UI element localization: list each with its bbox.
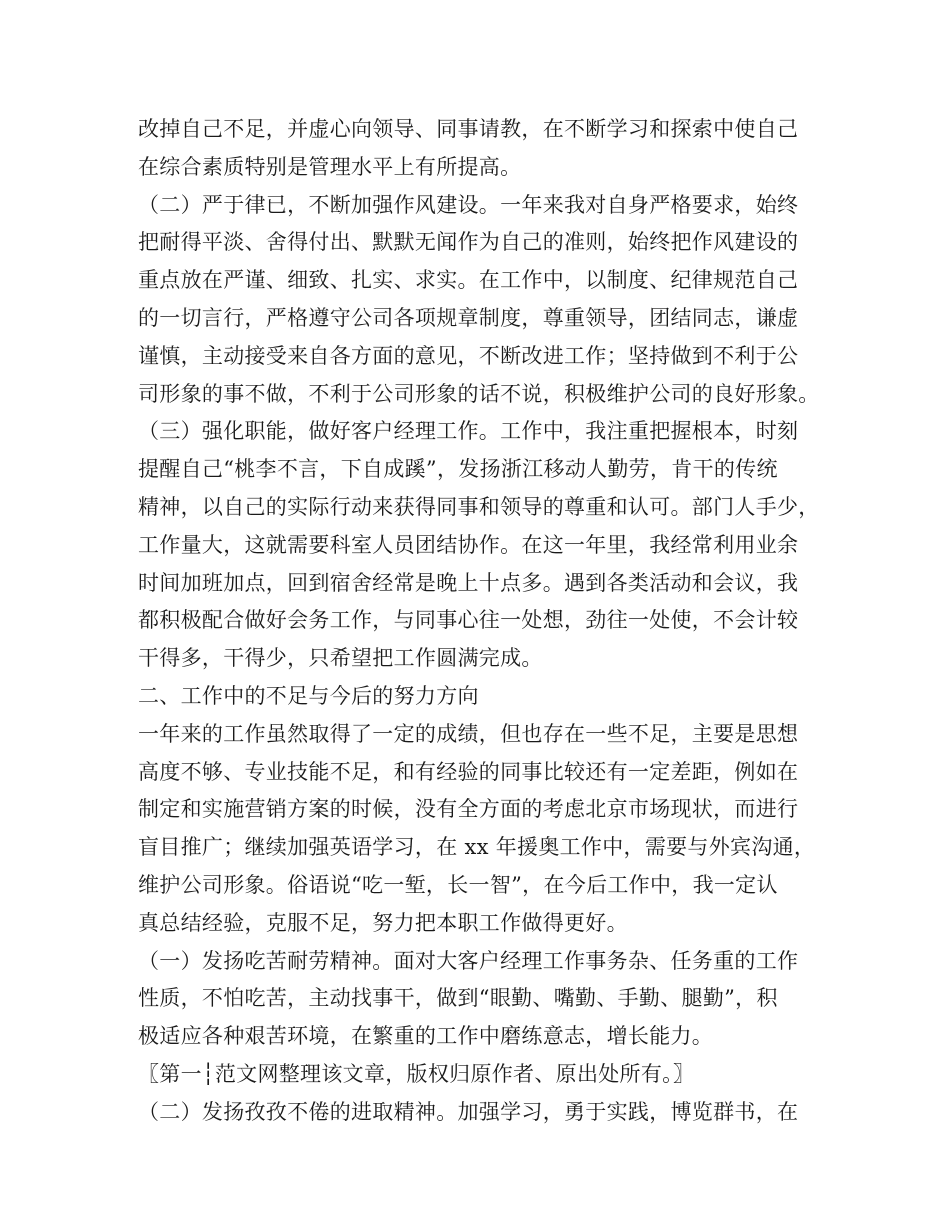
text-line: 维护公司形象。俗语说“吃一堑，长一智”，在今后工作中，我一定认	[138, 872, 778, 897]
text-line: 干得多，干得少，只希望把工作圆满完成。	[138, 646, 543, 671]
copyright-note: 〖第一┆范文网整理该文章，版权归原作者、原出处所有。〗	[138, 1061, 695, 1086]
text-line: 时间加班加点，回到宿舍经常是晚上十点多。遇到各类活动和会议，我	[138, 570, 799, 595]
text-line: 重点放在严谨、细致、扎实、求实。在工作中，以制度、纪律规范自己	[138, 268, 799, 293]
text-line: 制定和实施营销方案的时候，没有全方面的考虑北京市场现状，而进行	[138, 797, 799, 822]
text-line: 都积极配合做好会务工作，与同事心往一处想，劲往一处使，不会计较	[138, 608, 799, 633]
text-line: 司形象的事不做，不利于公司形象的话不说，积极维护公司的良好形象。	[138, 381, 820, 406]
text-line: 提醒自己“桃李不言，下自成蹊”，发扬浙江移动人勤劳，肯干的传统	[138, 457, 778, 482]
text-line: （一）发扬吃苦耐劳精神。面对大客户经理工作事务杂、任务重的工作	[138, 948, 799, 973]
text-line: 把耐得平淡、舍得付出、默默无闻作为自己的准则，始终把作风建设的	[138, 230, 799, 255]
text-line: 谨慎，主动接受来自各方面的意见，不断改进工作；坚持做到不利于公	[138, 343, 799, 368]
text-line: 的一切言行，严格遵守公司各项规章制度，尊重领导，团结同志，谦虚	[138, 305, 799, 330]
text-line: 工作量大，这就需要科室人员团结协作。在这一年里，我经常利用业余	[138, 532, 799, 557]
text-line: （二）发扬孜孜不倦的进取精神。加强学习，勇于实践，博览群书，在	[138, 1099, 799, 1124]
text-line: 极适应各种艰苦环境，在繁重的工作中磨练意志，增长能力。	[138, 1024, 714, 1049]
text-line: （三）强化职能，做好客户经理工作。工作中，我注重把握根本，时刻	[138, 419, 799, 444]
document-body	[138, 111, 828, 1132]
text-line: 真总结经验，克服不足，努力把本职工作做得更好。	[138, 910, 628, 935]
text-line: （二）严于律已，不断加强作风建设。一年来我对自身严格要求，始终	[138, 192, 799, 217]
text-line: 精神，以自己的实际行动来获得同事和领导的尊重和认可。部门人手少，	[138, 494, 820, 519]
text-line: 在综合素质特别是管理水平上有所提高。	[138, 154, 522, 179]
section-heading: 二、工作中的不足与今后的努力方向	[138, 683, 479, 708]
text-line: 改掉自己不足，并虚心向领导、同事请教，在不断学习和探索中使自己	[138, 117, 799, 141]
text-line: 盲目推广；继续加强英语学习，在 xx 年援奥工作中，需要与外宾沟通，	[138, 835, 816, 860]
text-line: 一年来的工作虽然取得了一定的成绩，但也存在一些不足，主要是思想	[138, 721, 799, 746]
text-line: 性质，不怕吃苦，主动找事干，做到“眼勤、嘴勤、手勤、腿勤”，积	[138, 986, 778, 1011]
text-line: 高度不够、专业技能不足，和有经验的同事比较还有一定差距，例如在	[138, 759, 799, 784]
